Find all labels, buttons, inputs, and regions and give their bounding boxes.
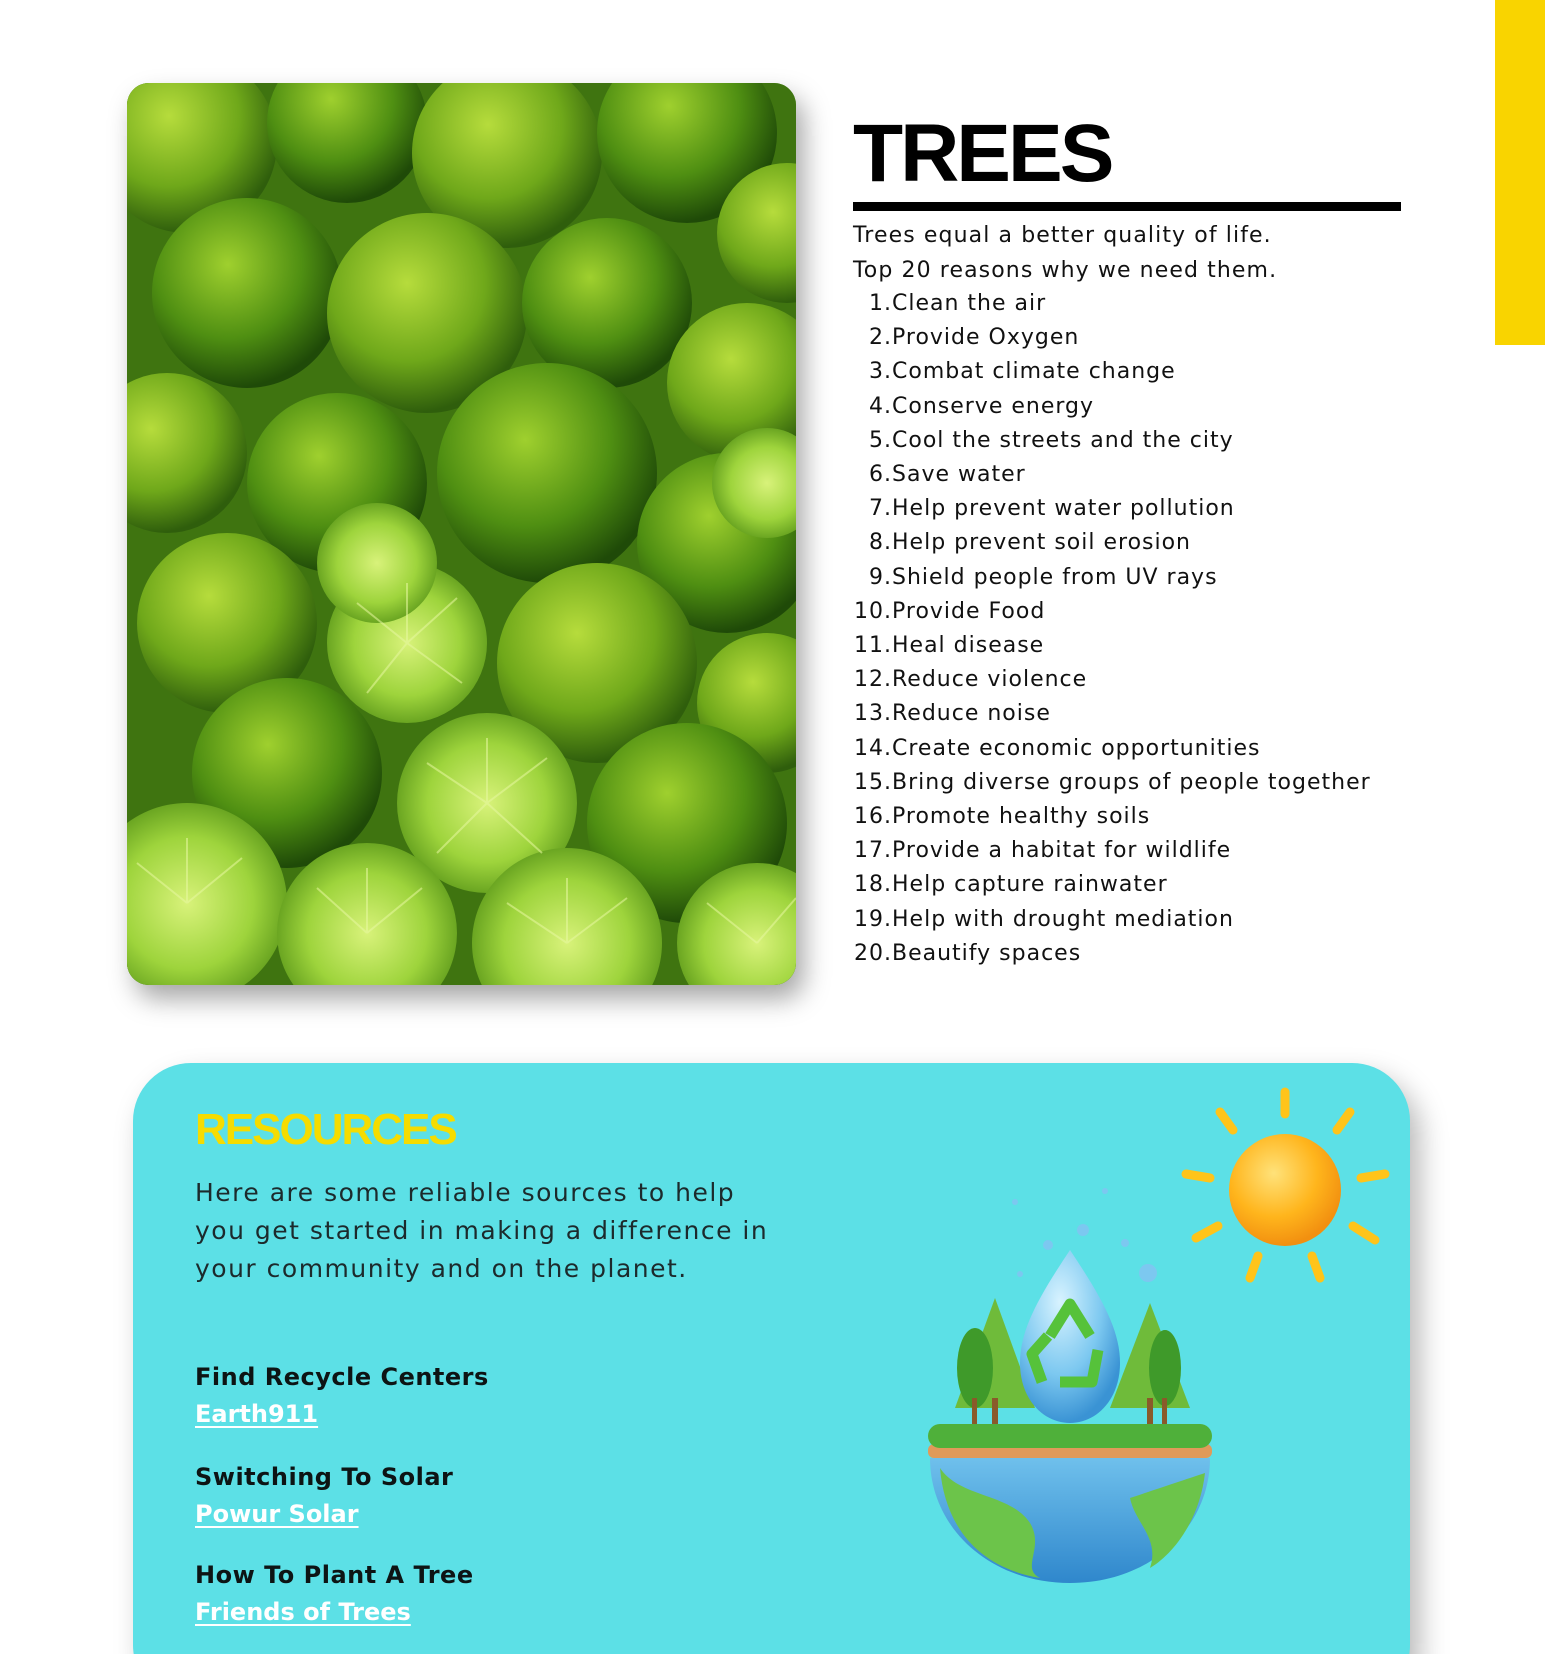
- powur-solar-link[interactable]: Powur Solar: [195, 1500, 359, 1528]
- reason-text: Heal disease: [892, 633, 1045, 659]
- reason-number: 17.: [854, 838, 892, 864]
- reason-text: Combat climate change: [892, 359, 1176, 385]
- resource-label: Switching To Solar: [195, 1463, 454, 1491]
- sun-icon: [1229, 1134, 1341, 1246]
- reason-number: 15.: [854, 769, 892, 795]
- reason-number: 5.: [869, 427, 892, 453]
- reason-number: 14.: [854, 735, 892, 761]
- reason-text: Help capture rainwater: [892, 872, 1168, 898]
- reason-number: 7.: [869, 496, 892, 522]
- reasons-list: [853, 287, 1371, 971]
- reason-number: 3.: [869, 359, 892, 385]
- reason-text: Provide a habitat for wildlife: [892, 838, 1232, 864]
- resource-item: [195, 1557, 474, 1631]
- water-bubbles: [1012, 1188, 1157, 1282]
- trees-intro: [853, 218, 1277, 288]
- reason-item: [853, 834, 1371, 868]
- reason-item: [853, 526, 1371, 560]
- reason-number: 13.: [854, 701, 892, 727]
- resources-title: RESOURCES: [195, 1105, 456, 1154]
- reason-number: 18.: [854, 872, 892, 898]
- recycle-earth-sun-illustration: [920, 1078, 1400, 1598]
- title-underline-divider: [853, 202, 1401, 211]
- reason-item: [853, 561, 1371, 595]
- reason-text: Help with drought mediation: [892, 906, 1234, 932]
- resource-item: [195, 1459, 453, 1533]
- reason-number: 12.: [854, 667, 892, 693]
- reason-number: 10.: [854, 598, 892, 624]
- reason-text: Help prevent water pollution: [892, 496, 1235, 522]
- resource-item: [195, 1359, 489, 1433]
- eco-illustration: [920, 1078, 1400, 1598]
- resource-label: Find Recycle Centers: [195, 1363, 489, 1391]
- reason-item: [853, 868, 1371, 902]
- reason-number: 8.: [869, 530, 892, 556]
- reason-text: Bring diverse groups of people together: [892, 769, 1371, 795]
- reason-item: [853, 800, 1371, 834]
- reason-number: 2.: [869, 325, 892, 351]
- reason-item: [853, 595, 1371, 629]
- reason-item: [853, 732, 1371, 766]
- resources-description: Here are some reliable sources to help you get started in making a difference in your community and on the planet.: [195, 1178, 769, 1283]
- reason-text: Beautify spaces: [892, 940, 1082, 966]
- reason-number: 19.: [854, 906, 892, 932]
- water-drop-icon: [1020, 1250, 1120, 1423]
- reason-item: [853, 492, 1371, 526]
- reason-item: [853, 937, 1371, 971]
- reason-item: [853, 458, 1371, 492]
- reason-number: 6.: [869, 462, 892, 488]
- reason-item: [853, 287, 1371, 321]
- intro-line: Trees equal a better quality of life.: [853, 223, 1272, 248]
- reason-text: Provide Food: [892, 598, 1046, 624]
- forest-canopy-image: [127, 83, 796, 985]
- reason-number: 9.: [869, 564, 892, 590]
- reason-number: 1.: [869, 291, 892, 316]
- reason-number: 4.: [869, 393, 892, 419]
- trees-title: TREES: [853, 108, 1112, 199]
- reason-text: Promote healthy soils: [892, 804, 1151, 830]
- reason-text: Help prevent soil erosion: [892, 530, 1192, 556]
- reason-item: [853, 697, 1371, 731]
- reason-text: Cool the streets and the city: [892, 427, 1234, 453]
- friends-of-trees-link[interactable]: Friends of Trees: [195, 1598, 411, 1626]
- reason-item: [853, 766, 1371, 800]
- reason-text: Conserve energy: [892, 393, 1095, 419]
- reason-text: Reduce violence: [892, 667, 1088, 693]
- reason-text: Provide Oxygen: [892, 325, 1080, 351]
- reason-item: [853, 390, 1371, 424]
- reason-item: [853, 355, 1371, 389]
- reason-text: Create economic opportunities: [892, 735, 1261, 761]
- forest-photo: [127, 83, 796, 985]
- reason-number: 20.: [854, 940, 892, 966]
- reason-number: 16.: [854, 804, 892, 830]
- grass-layer: [928, 1424, 1212, 1448]
- reason-item: [853, 629, 1371, 663]
- reason-number: 11.: [854, 633, 892, 659]
- reason-text: Reduce noise: [892, 701, 1051, 727]
- reason-text: Clean the air: [892, 291, 1047, 316]
- reason-text: Shield people from UV rays: [892, 564, 1218, 590]
- reason-item: [853, 903, 1371, 937]
- reason-text: Save water: [892, 462, 1026, 488]
- resource-label: How To Plant A Tree: [195, 1561, 474, 1589]
- reason-item: [853, 663, 1371, 697]
- reason-item: [853, 424, 1371, 458]
- reason-item: [853, 321, 1371, 355]
- yellow-accent-bar: [1495, 0, 1545, 345]
- earth911-link[interactable]: Earth911: [195, 1400, 319, 1428]
- intro-line: Top 20 reasons why we need them.: [853, 258, 1278, 283]
